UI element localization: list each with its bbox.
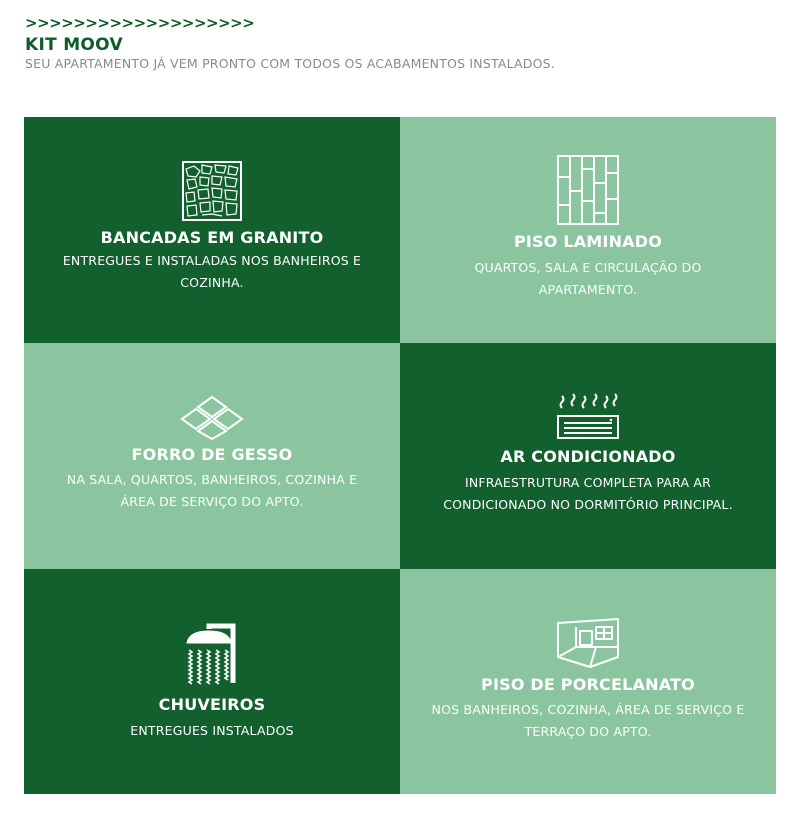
header (25, 14, 775, 72)
feature-title: FORRO DE GESSO (131, 445, 293, 464)
features-grid (24, 117, 776, 794)
feature-description: QUARTOS, SALA E CIRCULAÇÃO DO APARTAMENTO. (474, 260, 702, 297)
feature-description: ENTREGUES E INSTALADAS NOS BANHEIROS E COZINHA. (62, 253, 362, 290)
feature-tile-air-conditioning (400, 343, 776, 569)
air-conditioner-icon (556, 392, 620, 442)
feature-description: INFRAESTRUTURA COMPLETA PARA AR CONDICIONADO NO DORMITÓRIO PRINCIPAL. (443, 475, 733, 512)
feature-title: PISO DE PORCELANATO (481, 675, 695, 694)
porcelain-floor-icon (556, 617, 620, 669)
feature-description: ENTREGUES INSTALADOS (130, 723, 294, 738)
feature-description: NOS BANHEIROS, COZINHA, ÁREA DE SERVIÇO E TERRAÇO DO APTO. (431, 702, 745, 739)
feature-title: BANCADAS EM GRANITO (100, 228, 324, 247)
header-arrows: >>>>>>>>>>>>>>>>>>> (25, 14, 255, 32)
feature-title: PISO LAMINADO (513, 232, 663, 251)
page-subtitle: SEU APARTAMENTO JÁ VEM PRONTO COM TODOS OS ACABAMENTOS INSTALADOS. (25, 56, 555, 71)
feature-tile-laminate (400, 117, 776, 343)
feature-description: NA SALA, QUARTOS, BANHEIROS, COZINHA E ÁREA DE SERVIÇO DO APTO. (66, 472, 358, 509)
page-title: KIT MOOV (25, 35, 123, 55)
feature-tile-porcelain (400, 569, 776, 794)
plaster-ceiling-icon (179, 395, 245, 441)
laminate-floor-icon (557, 155, 619, 225)
feature-title: CHUVEIROS (158, 695, 266, 714)
feature-tile-plaster (24, 343, 400, 569)
granite-countertop-icon (182, 161, 242, 221)
feature-title: AR CONDICIONADO (500, 447, 676, 466)
feature-tile-granite (24, 117, 400, 343)
feature-tile-shower (24, 569, 400, 794)
shower-icon (183, 623, 241, 691)
